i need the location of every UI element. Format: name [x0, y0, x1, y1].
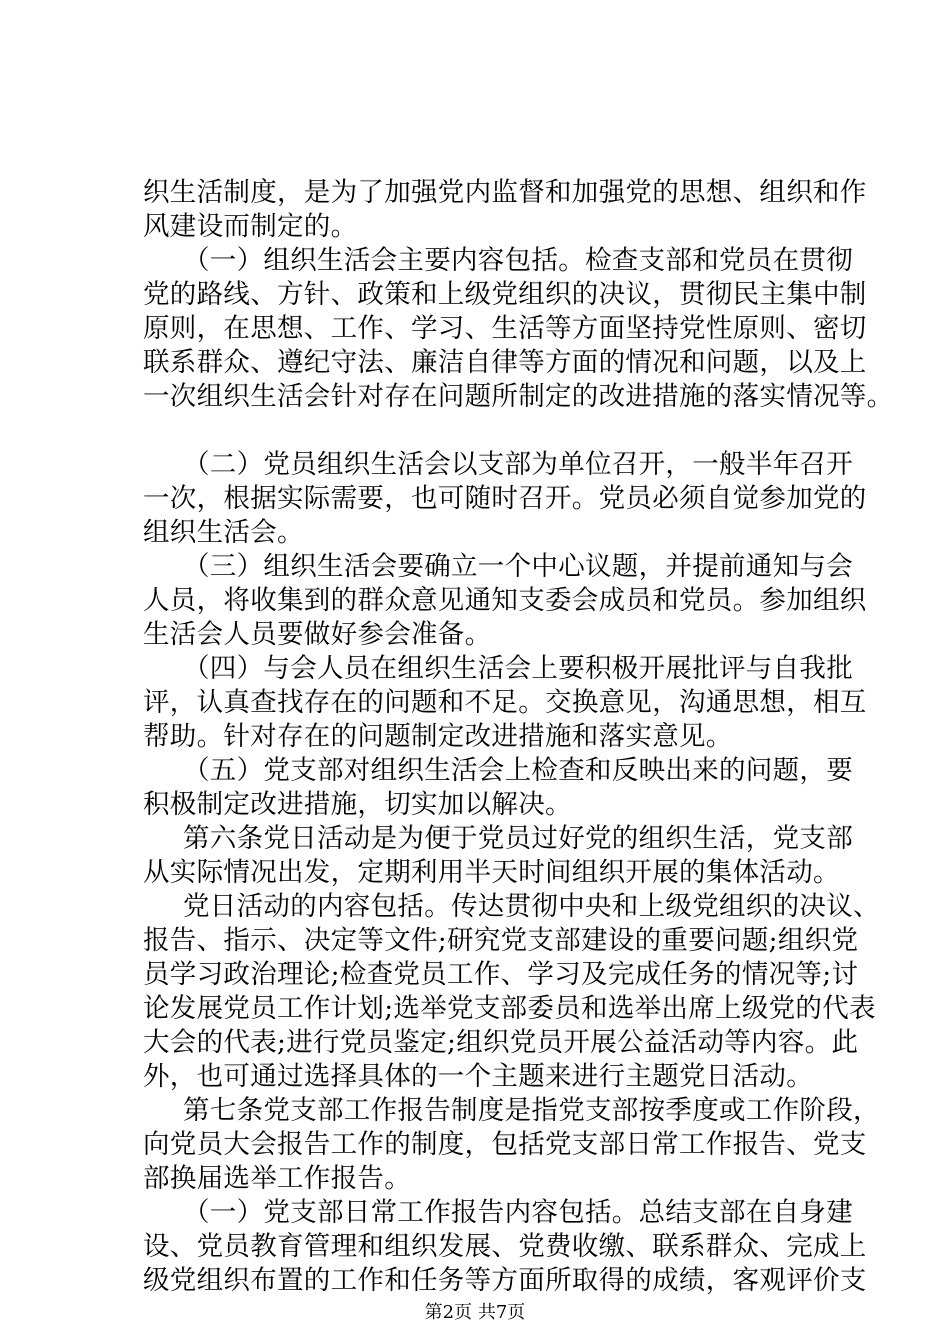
text-line: 论发展党员工作计划;选举党支部委员和选举出席上级党的代表	[143, 993, 876, 1024]
text-line: 帮助。针对存在的问题制定改进措施和落实意见。	[143, 721, 733, 752]
text-line: 从实际情况出发，定期利用半天时间组织开展的集体活动。	[143, 857, 840, 888]
text-line: （二）党员组织生活会以支部为单位召开，一般半年召开	[183, 449, 853, 480]
text-line: 组织生活会。	[143, 517, 304, 548]
text-line: （三）组织生活会要确立一个中心议题，并提前通知与会	[183, 551, 853, 582]
text-line: （四）与会人员在组织生活会上要积极开展批评与自我批	[183, 653, 853, 684]
text-line: 级党组织布置的工作和任务等方面所取得的成绩，客观评价支	[143, 1265, 867, 1296]
text-line: 人员，将收集到的群众意见通知支委会成员和党员。参加组织	[143, 585, 867, 616]
text-line: 联系群众、遵纪守法、廉洁自律等方面的情况和问题，以及上	[143, 347, 867, 378]
text-line: 设、党员教育管理和组织发展、党费收缴、联系群众、完成上	[143, 1231, 867, 1262]
text-line: （一）党支部日常工作报告内容包括。总结支部在自身建	[183, 1197, 853, 1228]
text-line: 员学习政治理论;检查党员工作、学习及完成任务的情况等;讨	[143, 959, 859, 990]
text-line: 第七条党支部工作报告制度是指党支部按季度或工作阶段，	[183, 1095, 880, 1126]
text-line: 部换届选举工作报告。	[143, 1163, 411, 1194]
text-line: 一次，根据实际需要，也可随时召开。党员必须自觉参加党的	[143, 483, 867, 514]
text-line: 织生活制度，是为了加强党内监督和加强党的思想、组织和作	[143, 177, 867, 208]
text-line: 向党员大会报告工作的制度，包括党支部日常工作报告、党支	[143, 1129, 867, 1160]
text-line: 报告、指示、决定等文件;研究党支部建设的重要问题;组织党	[143, 925, 859, 956]
page-number: 第2页 共7页	[424, 1302, 526, 1323]
text-line: （五）党支部对组织生活会上检查和反映出来的问题，要	[183, 755, 853, 786]
text-line: 风建设而制定的。	[143, 211, 358, 242]
text-line: 评，认真查找存在的问题和不足。交换意见，沟通思想，相互	[143, 687, 867, 718]
text-line: 党日活动的内容包括。传达贯彻中央和上级党组织的决议、	[183, 891, 880, 922]
text-line: 一次组织生活会针对存在问题所制定的改进措施的落实情况等。	[143, 381, 894, 412]
text-line: 积极制定改进措施，切实加以解决。	[143, 789, 572, 820]
text-line: 原则，在思想、工作、学习、生活等方面坚持党性原则、密切	[143, 313, 867, 344]
text-line: 党的路线、方针、政策和上级党组织的决议，贯彻民主集中制	[143, 279, 867, 310]
text-line: 第六条党日活动是为便于党员过好党的组织生活，党支部	[183, 823, 853, 854]
text-line: 生活会人员要做好参会准备。	[143, 619, 492, 650]
text-line: 大会的代表;进行党员鉴定;组织党员开展公益活动等内容。此	[143, 1027, 859, 1058]
text-line: 外，也可通过选择具体的一个主题来进行主题党日活动。	[143, 1061, 813, 1092]
text-line: （一）组织生活会主要内容包括。检查支部和党员在贯彻	[183, 245, 853, 276]
